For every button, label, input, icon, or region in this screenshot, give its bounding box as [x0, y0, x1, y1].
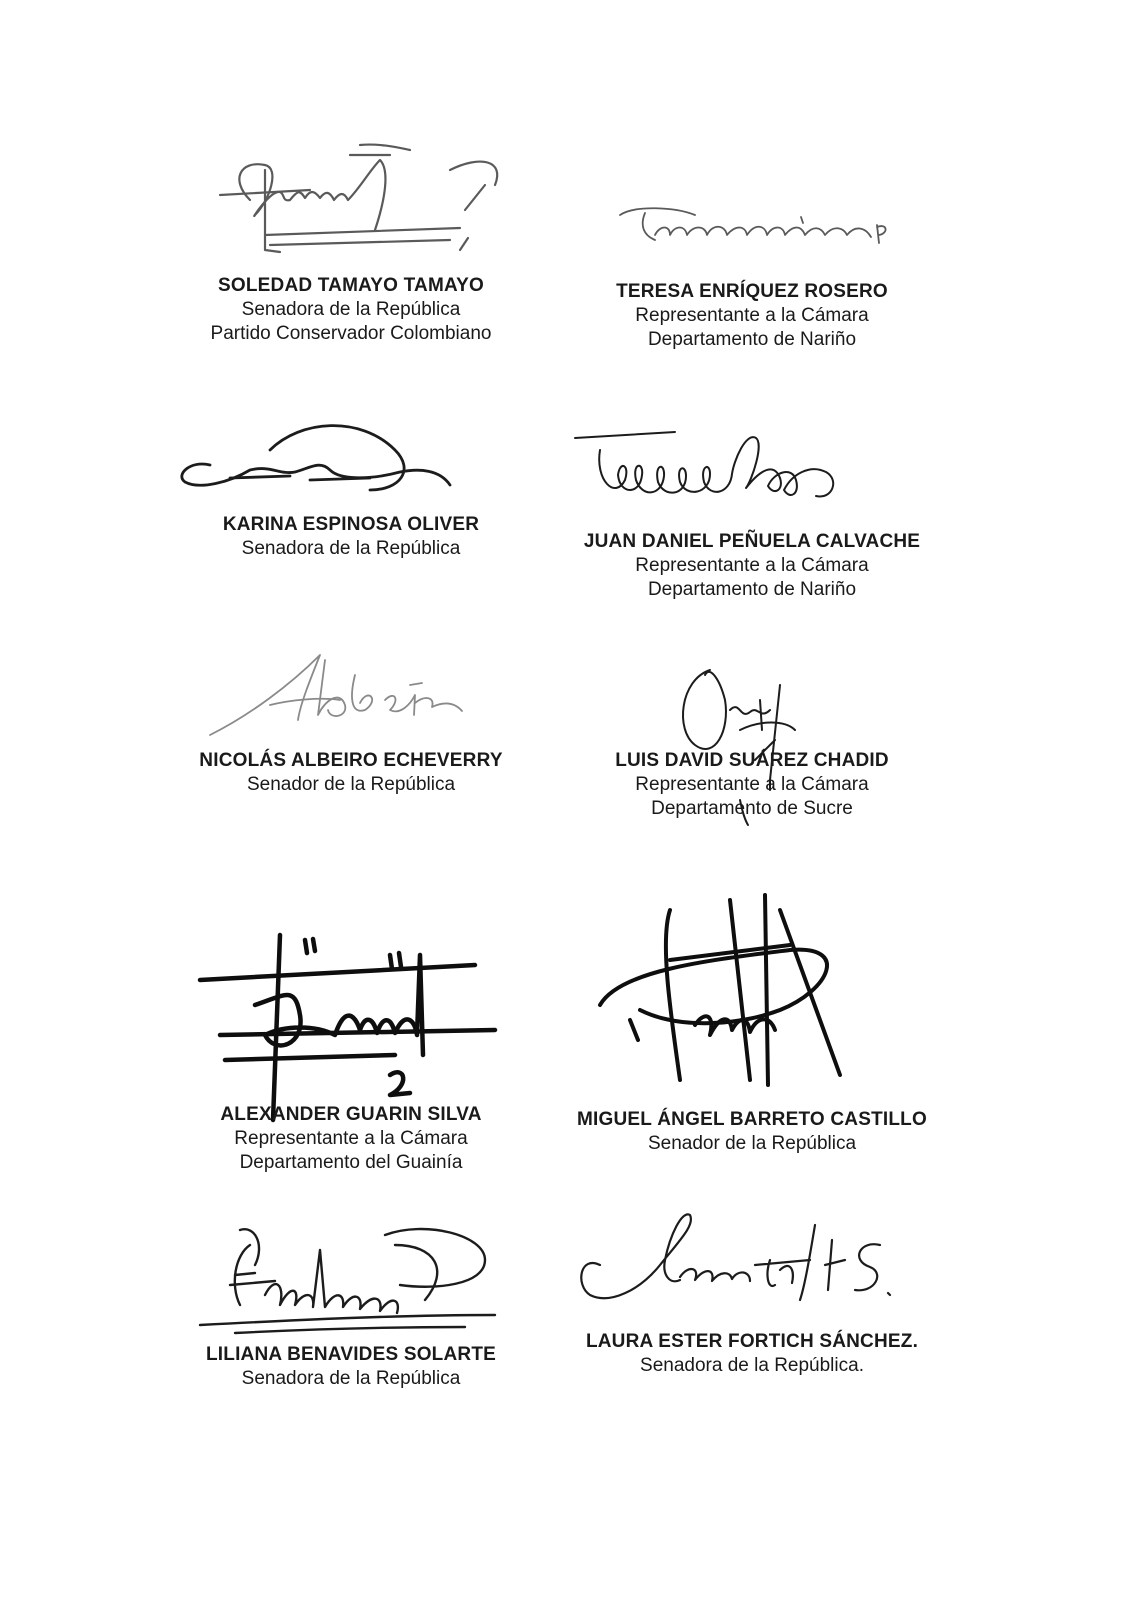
signer-role: Senadora de la República: [241, 299, 461, 320]
signature-liliana-benavides-icon: [195, 1215, 505, 1345]
signer-affiliation: Partido Conservador Colombiano: [210, 323, 492, 344]
signer-role: Senador de la República: [647, 1133, 857, 1154]
signer-role: Representante a la Cámara: [635, 774, 869, 795]
signer-affiliation: Departamento del Guainía: [239, 1152, 463, 1173]
signature-juan-daniel-penuela-icon: [570, 420, 860, 510]
signer-name: LILIANA BENAVIDES SOLARTE: [205, 1344, 496, 1365]
signer-affiliation: Departamento de Sucre: [651, 798, 853, 819]
signature-laura-fortich-icon: [570, 1205, 900, 1315]
signer-block: [542, 1108, 962, 1156]
signer-block: [141, 274, 561, 346]
signer-name: SOLEDAD TAMAYO TAMAYO: [218, 275, 484, 296]
signer-role: Senadora de la República: [241, 538, 461, 559]
signer-affiliation: Departamento de Nariño: [647, 579, 857, 600]
signer-name: LAURA ESTER FORTICH SÁNCHEZ.: [585, 1331, 919, 1352]
signer-block: [141, 1343, 561, 1391]
signer-block: [141, 1103, 561, 1175]
signer-name: MIGUEL ÁNGEL BARRETO CASTILLO: [577, 1109, 927, 1130]
signer-block: [141, 749, 561, 797]
signer-name: NICOLÁS ALBEIRO ECHEVERRY: [199, 750, 503, 771]
signer-role: Senadora de la República: [241, 1368, 461, 1389]
signer-name: KARINA ESPINOSA OLIVER: [222, 514, 480, 535]
signer-role: Senadora de la República.: [640, 1355, 864, 1376]
signer-block: [542, 749, 962, 821]
signer-role: Senador de la República: [246, 774, 456, 795]
signer-block: [542, 280, 962, 352]
signature-nicolas-albeiro-icon: [200, 645, 480, 745]
signer-block: [542, 530, 962, 602]
signer-affiliation: Departamento de Nariño: [647, 329, 857, 350]
signature-alexander-guarin-icon: [195, 925, 505, 1125]
signature-karina-espinosa-icon: [170, 410, 460, 500]
signer-block: [141, 513, 561, 561]
signature-miguel-angel-barreto-icon: [590, 890, 850, 1090]
signer-name: TERESA ENRÍQUEZ ROSERO: [616, 281, 888, 302]
signature-soledad-tamayo-icon: [210, 140, 510, 290]
signer-role: Representante a la Cámara: [234, 1128, 468, 1149]
signer-role: Representante a la Cámara: [635, 555, 869, 576]
signer-name: ALEXANDER GUARIN SILVA: [220, 1104, 482, 1125]
signer-block: [542, 1330, 962, 1378]
signer-name: LUIS DAVID SUÁREZ CHADID: [615, 750, 889, 771]
signature-teresa-enriquez-icon: [615, 195, 905, 265]
signer-name: JUAN DANIEL PEÑUELA CALVACHE: [583, 531, 921, 552]
signer-role: Representante a la Cámara: [635, 305, 869, 326]
